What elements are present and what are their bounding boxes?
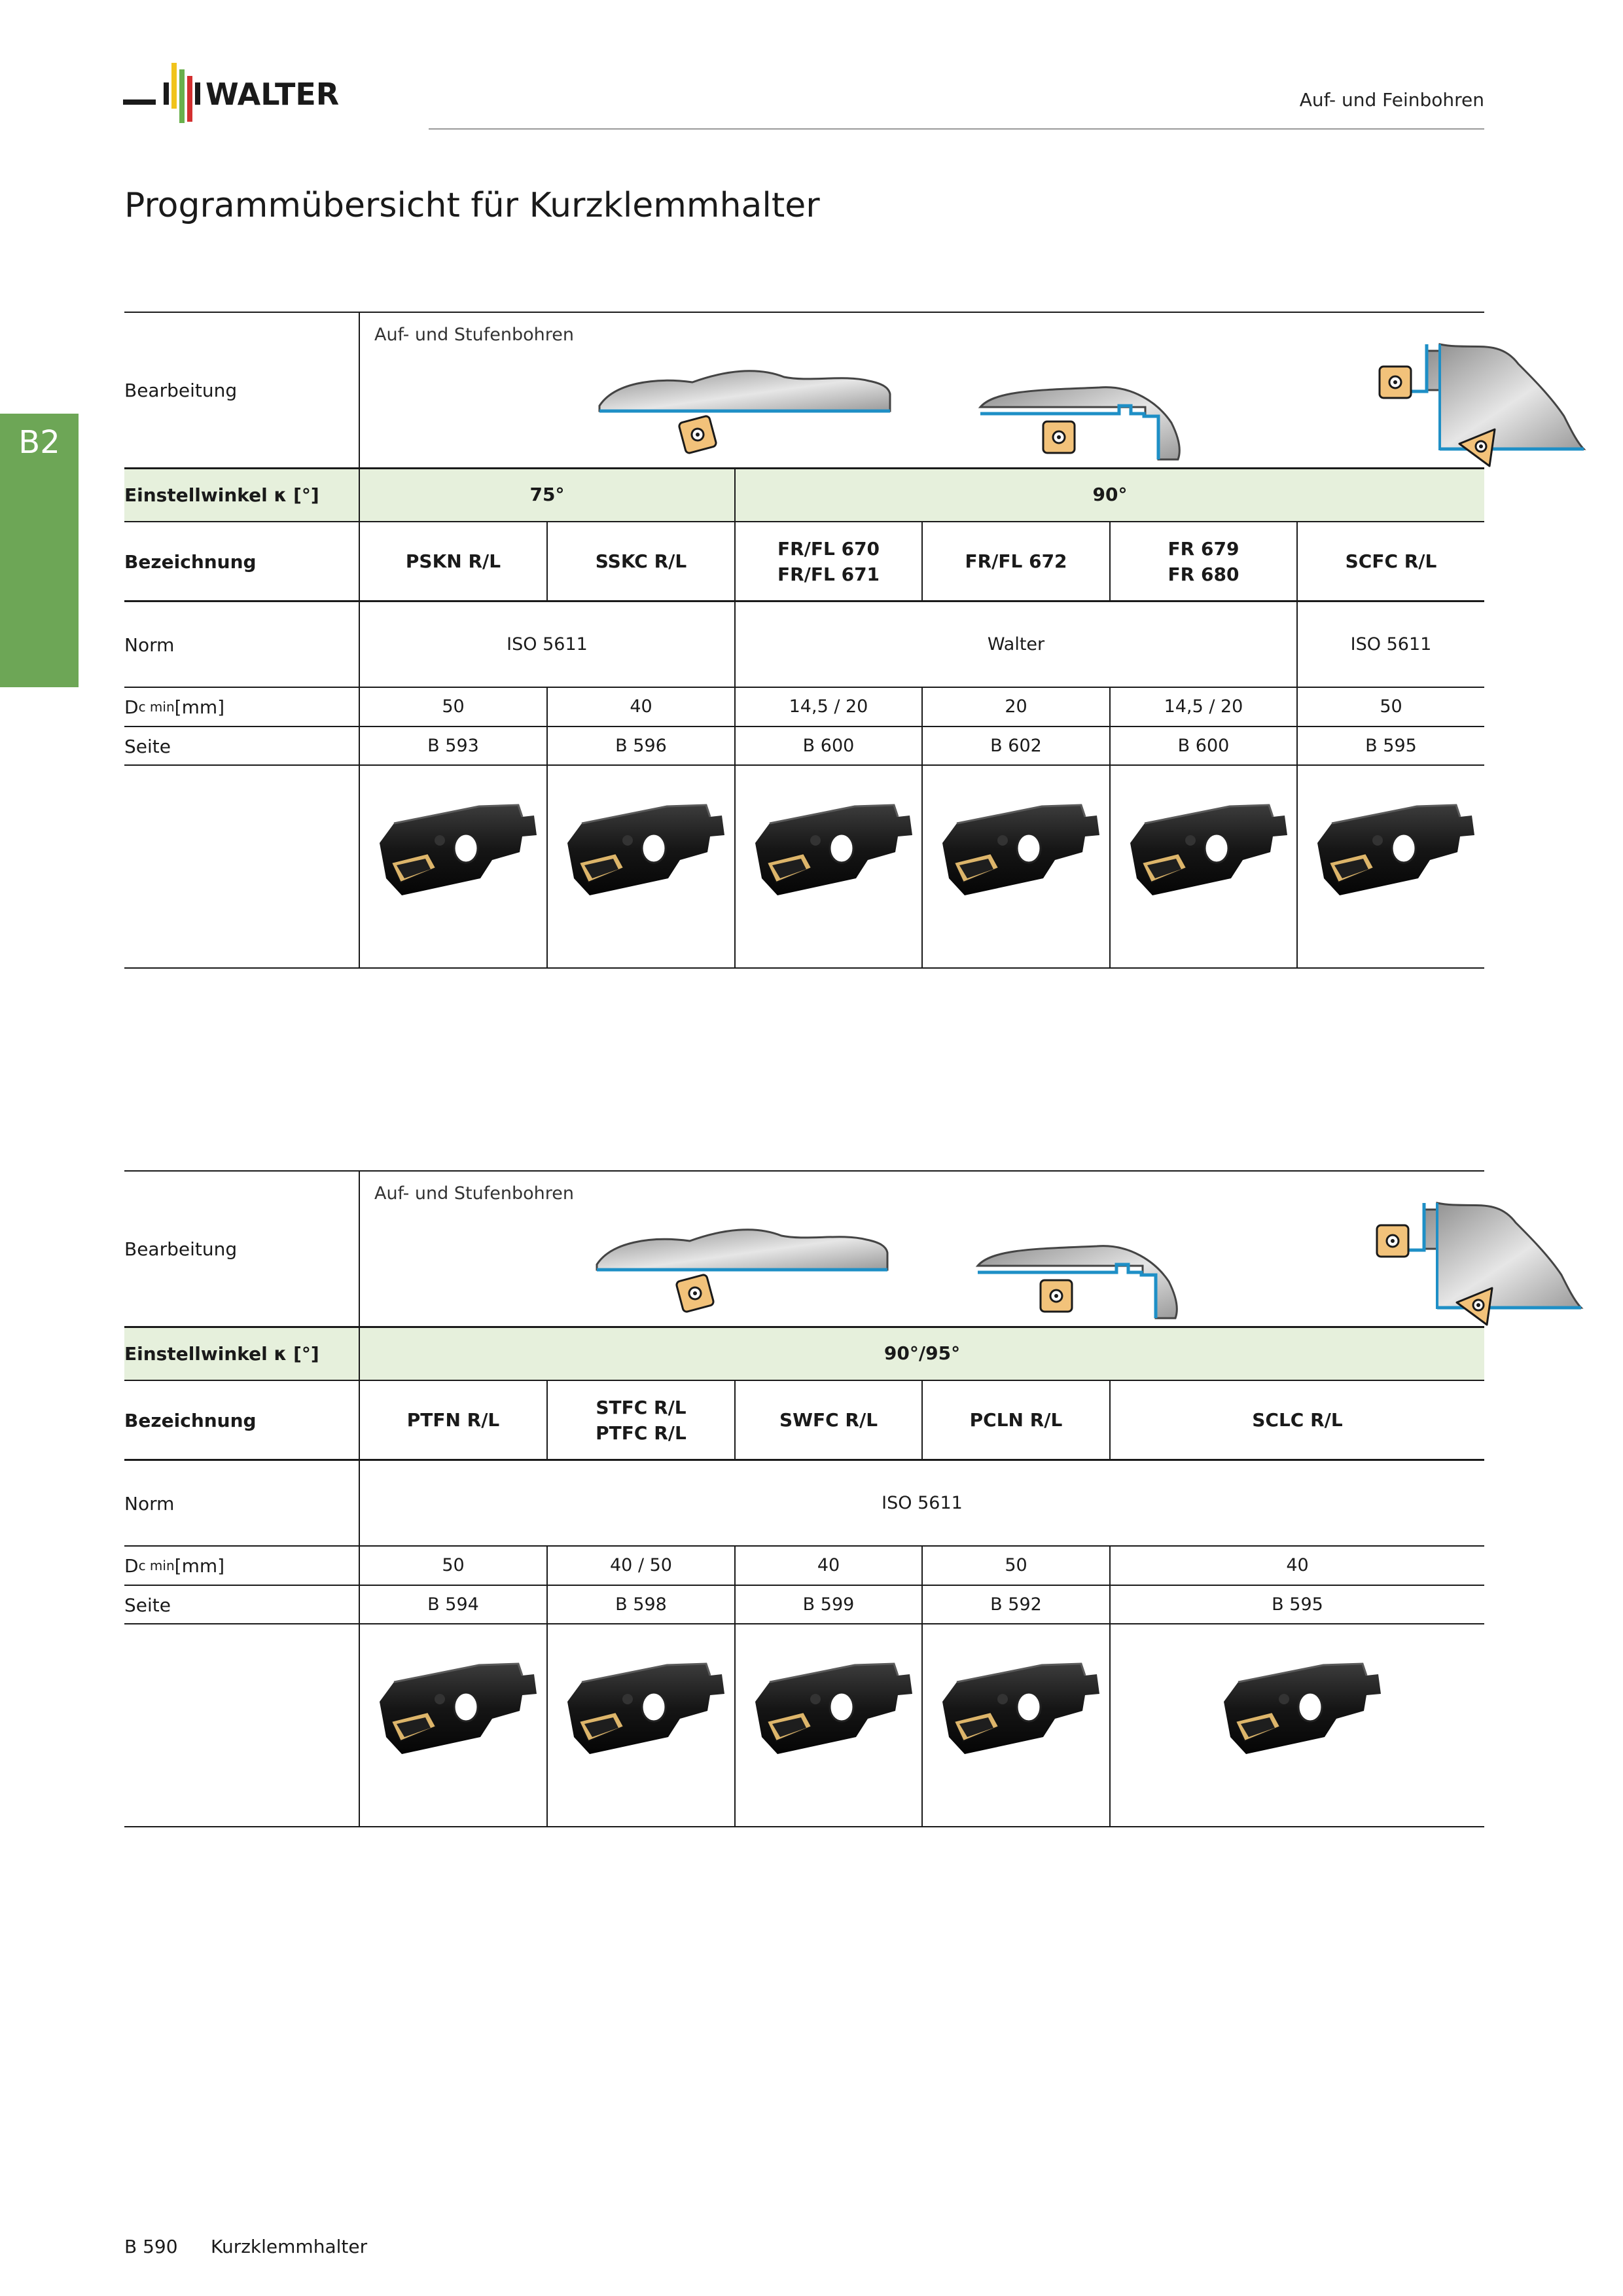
dc-min-value: 50	[1380, 696, 1402, 717]
holder-image-stfc	[556, 1656, 727, 1767]
dc-min-value: 50	[1005, 1555, 1027, 1576]
designation-fr-672: FR/FL 672	[965, 550, 1067, 573]
page-ref-link[interactable]: B 592	[990, 1594, 1042, 1615]
rule	[124, 967, 1484, 969]
row-label-norm: Norm	[124, 1492, 175, 1515]
holder-image-pcln	[931, 1656, 1102, 1767]
page-ref-link[interactable]: B 602	[990, 736, 1042, 757]
row-label-bezeichnung: Bezeichnung	[124, 1409, 257, 1431]
dc-min-value: 50	[442, 696, 465, 717]
holder-table-2	[124, 1170, 1484, 1827]
holder-image-fr670	[743, 797, 915, 908]
page-ref-link[interactable]: B 596	[615, 736, 667, 757]
page-ref-link[interactable]: B 600	[802, 736, 855, 757]
norm-iso: ISO 5611	[507, 634, 588, 655]
holder-image-pskn	[368, 797, 539, 908]
holder-image-fr672	[931, 797, 1102, 908]
header-rule	[429, 128, 1484, 130]
page-ref-link[interactable]: B 595	[1272, 1594, 1323, 1615]
dc-min-value: 14,5 / 20	[789, 696, 868, 717]
designation-fr-670-671: FR/FL 670 FR/FL 671	[777, 537, 880, 585]
walter-logo	[123, 58, 404, 135]
designation-swfc: SWFC R/L	[779, 1409, 878, 1431]
side-tab-label: B2	[18, 424, 60, 461]
dc-min-value: 20	[1005, 696, 1027, 717]
page-ref-link[interactable]: B 600	[1177, 736, 1230, 757]
row-label-einstellwinkel: Einstellwinkel κ [°]	[124, 484, 319, 506]
holder-image-fr679	[1118, 797, 1290, 908]
dc-min-value: 40 / 50	[610, 1555, 672, 1576]
designation-pskn: PSKN R/L	[405, 550, 501, 573]
holder-image-swfc	[743, 1656, 915, 1767]
row-label-seite: Seite	[124, 735, 171, 757]
boring-diagram-90deg	[969, 351, 1283, 469]
page-ref-link[interactable]: B 593	[427, 736, 479, 757]
row-label-bearbeitung: Bearbeitung	[124, 379, 238, 401]
step-boring-diagram	[1365, 1183, 1607, 1327]
holder-image-sclc	[1212, 1656, 1383, 1767]
angle-90-95: 90°/95°	[883, 1342, 961, 1365]
dc-min-value: 50	[442, 1555, 465, 1576]
holder-image-ptfn	[368, 1656, 539, 1767]
footer-title: Kurzklemmhalter	[211, 2236, 368, 2257]
designation-ptfn: PTFN R/L	[406, 1409, 500, 1431]
holder-image-sskc	[556, 797, 727, 908]
rule	[124, 312, 1484, 313]
row-label-dc-min: D c min [mm]	[124, 696, 225, 718]
page-title: Programmübersicht für Kurzklemmhalter	[124, 186, 820, 225]
row-label-bezeichnung: Bezeichnung	[124, 550, 257, 573]
norm-iso: ISO 5611	[882, 1493, 963, 1514]
page-ref-link[interactable]: B 599	[802, 1594, 855, 1615]
norm-iso: ISO 5611	[1350, 634, 1432, 655]
boring-diagram-75deg	[594, 351, 961, 469]
dc-min-value: 40	[630, 696, 652, 717]
dc-min-value: 40	[817, 1555, 840, 1576]
designation-pcln: PCLN R/L	[969, 1409, 1063, 1431]
footer-page-number: B 590	[124, 2236, 178, 2257]
boring-diagram-left	[592, 1210, 958, 1327]
page-ref-link[interactable]: B 598	[615, 1594, 667, 1615]
angle-75: 75°	[529, 484, 565, 506]
section-title: Auf- und Feinbohren	[1299, 89, 1484, 111]
dc-min-value: 40	[1286, 1555, 1309, 1576]
designation-stfc-ptfc: STFC R/L PTFC R/L	[596, 1396, 687, 1444]
process-title: Auf- und Stufenbohren	[374, 1183, 574, 1204]
row-label-bearbeitung: Bearbeitung	[124, 1238, 238, 1260]
rule	[124, 1826, 1484, 1827]
dc-min-value: 14,5 / 20	[1164, 696, 1243, 717]
designation-sskc: SSKC R/L	[595, 550, 687, 573]
boring-diagram-middle	[966, 1210, 1280, 1327]
row-label-einstellwinkel: Einstellwinkel κ [°]	[124, 1342, 319, 1365]
page-ref-link[interactable]: B 594	[427, 1594, 479, 1615]
page-ref-link[interactable]: B 595	[1365, 736, 1417, 757]
brand-wordmark: WALTER	[205, 77, 340, 112]
holder-image-scfc	[1306, 797, 1477, 908]
angle-90: 90°	[1092, 484, 1128, 506]
designation-sclc: SCLC R/L	[1252, 1409, 1343, 1431]
row-label-norm: Norm	[124, 634, 175, 656]
designation-fr-679-680: FR 679 FR 680	[1168, 537, 1240, 585]
holder-table-1	[124, 312, 1484, 969]
designation-scfc: SCFC R/L	[1345, 550, 1437, 573]
step-boring-diagram	[1368, 325, 1610, 469]
rule	[124, 1170, 1484, 1172]
row-label-dc-min: D c min [mm]	[124, 1554, 225, 1577]
norm-walter: Walter	[987, 634, 1045, 655]
row-label-seite: Seite	[124, 1594, 171, 1616]
process-title: Auf- und Stufenbohren	[374, 325, 574, 345]
